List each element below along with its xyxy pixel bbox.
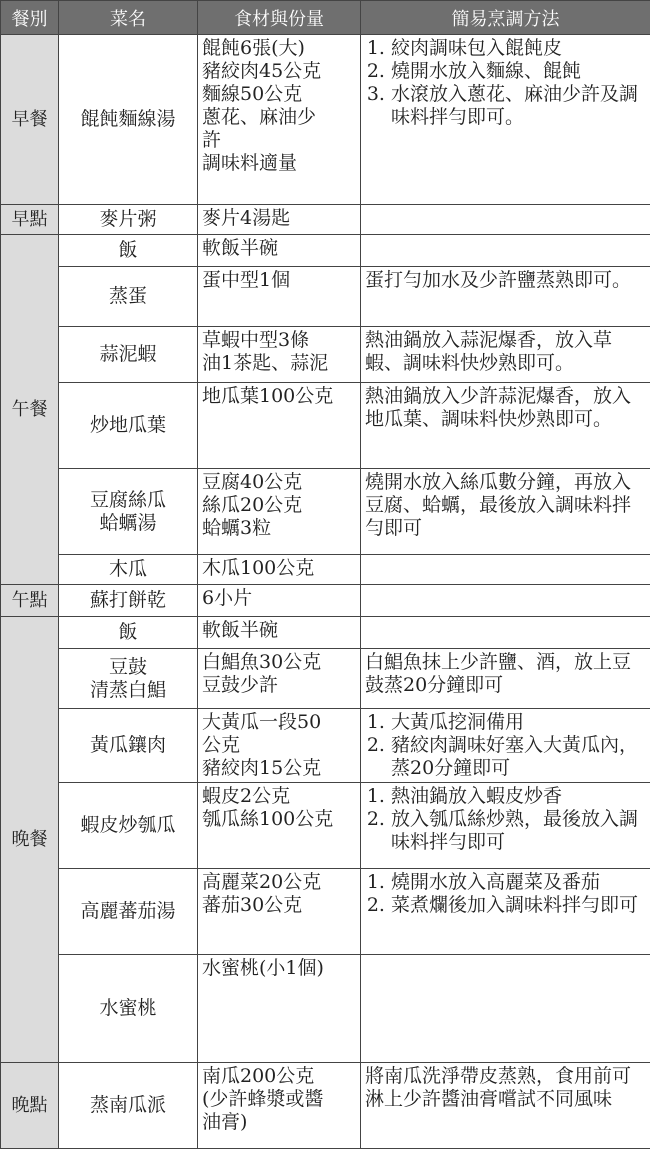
ingredients-cell: [198, 205, 361, 235]
method-steps: [365, 711, 646, 780]
ingredient-line: 公克: [202, 734, 241, 756]
ingredients-cell: [198, 1063, 361, 1149]
dish-name: [59, 383, 198, 469]
ingredient-line: 地瓜葉100公克: [202, 385, 334, 407]
ingredients-cell: [198, 869, 361, 955]
dish-name-line: 蛤蠣湯: [99, 511, 157, 534]
dish-name-line: 豆鼓: [108, 655, 147, 678]
dish-name-line: 高麗蕃茄湯: [80, 900, 176, 922]
method-cell: [361, 327, 650, 383]
dish-name-line: 蒸南瓜派: [89, 1094, 166, 1116]
menu-row: [1, 235, 650, 267]
menu-row: [1, 555, 650, 585]
dish-name: [59, 1063, 198, 1149]
menu-row: [1, 1063, 650, 1149]
ingredient-line: 絲瓜20公克: [202, 494, 303, 516]
ingredients-cell: [198, 585, 361, 617]
dish-name: [59, 617, 198, 649]
method-text: 將南瓜洗淨帶皮蒸熟，食用前可淋上少許醬油膏嚐試不同風味: [365, 1065, 632, 1110]
ingredient-line: 蛤蠣3粒: [202, 517, 272, 539]
dish-name-line: 炒地瓜葉: [89, 414, 166, 436]
dish-name: [59, 205, 198, 235]
dish-name-line: 水蜜桃: [99, 997, 157, 1019]
ingredient-line: 蔥花、麻油少: [202, 106, 317, 128]
menu-row: [1, 649, 650, 709]
menu-row: [1, 383, 650, 469]
method-text: 熱油鍋放入蒜泥爆香，放入草蝦、調味料快炒熟即可。: [365, 329, 613, 374]
method-cell: [361, 649, 650, 709]
dish-name: [59, 585, 198, 617]
dish-name-line: 清蒸白鯧: [89, 678, 166, 701]
dish-name: [59, 869, 198, 955]
method-cell: [361, 383, 650, 469]
ingredient-line: 麥片4湯匙: [202, 207, 291, 229]
meal-label: 晚餐: [1, 617, 59, 1063]
method-cell: [361, 1063, 650, 1149]
method-text: 白鯧魚抹上少許鹽、酒，放上豆鼓蒸20分鐘即可: [365, 651, 632, 696]
ingredient-line: 豆鼓少許: [202, 674, 279, 696]
ingredients-cell: [198, 955, 361, 1063]
dish-name: [59, 235, 198, 267]
ingredients-cell: [198, 327, 361, 383]
ingredient-line: 豬絞肉15公克: [202, 757, 322, 779]
method-steps: [365, 37, 646, 129]
ingredient-line: 白鯧魚30公克: [202, 651, 322, 673]
dish-name: [59, 709, 198, 783]
ingredients-cell: [198, 267, 361, 327]
header-row: [1, 1, 650, 35]
header-ingredients: 食材與份量: [198, 1, 361, 35]
method-step: 1. 燒開水放入高麗菜及番茄: [391, 871, 646, 894]
meal-label: 午餐: [1, 235, 59, 585]
menu-row: [1, 327, 650, 383]
method-cell: [361, 955, 650, 1063]
ingredient-line: 豬絞肉45公克: [202, 60, 322, 82]
ingredient-line: 調味料適量: [202, 152, 298, 174]
meal-label: 晚點: [1, 1063, 59, 1149]
menu-row: [1, 955, 650, 1063]
method-cell: [361, 555, 650, 585]
method-step: 3. 水滾放入蔥花、麻油少許及調味料拌勻即可。: [391, 83, 646, 129]
menu-row: [1, 205, 650, 235]
dish-name-line: 蒜泥蝦: [99, 343, 157, 365]
dish-name-line: 蘇打餅乾: [89, 589, 166, 611]
dish-name: [59, 955, 198, 1063]
header-meal: 餐別: [1, 1, 59, 35]
menu-row: [1, 617, 650, 649]
dish-name: [59, 469, 198, 555]
ingredients-cell: [198, 555, 361, 585]
ingredient-line: 軟飯半碗: [202, 619, 279, 641]
header-method: 簡易烹調方法: [361, 1, 650, 35]
ingredient-line: 軟飯半碗: [202, 237, 279, 259]
dish-name-line: 木瓜: [108, 558, 147, 580]
menu-row: [1, 35, 650, 205]
dish-name-line: 餛飩麵線湯: [80, 108, 176, 130]
ingredients-cell: [198, 469, 361, 555]
ingredient-line: 蝦皮2公克: [202, 785, 291, 807]
method-cell: [361, 235, 650, 267]
menu-row: [1, 709, 650, 783]
method-step: 2. 豬絞肉調味好塞入大黃瓜內，蒸20分鐘即可: [391, 734, 646, 780]
meal-label: 午點: [1, 585, 59, 617]
method-cell: [361, 267, 650, 327]
ingredient-line: 油膏): [202, 1111, 248, 1133]
meal-label: 早餐: [1, 35, 59, 205]
dish-name-line: 黃瓜鑲肉: [89, 734, 166, 756]
method-text: 蛋打勻加水及少許鹽蒸熟即可。: [365, 269, 632, 291]
method-step: 1. 熱油鍋放入蝦皮炒香: [391, 785, 646, 808]
menu-row: [1, 783, 650, 869]
ingredient-line: 6小片: [202, 587, 253, 609]
ingredient-line: 木瓜100公克: [202, 557, 315, 579]
ingredient-line: 瓠瓜絲100公克: [202, 808, 334, 830]
ingredient-line: 大黃瓜一段50: [202, 711, 322, 733]
dish-name: [59, 555, 198, 585]
ingredient-line: 草蝦中型3條: [202, 329, 310, 351]
ingredient-line: 南瓜200公克: [202, 1065, 315, 1087]
menu-row: [1, 585, 650, 617]
dish-name: [59, 783, 198, 869]
ingredient-line: 高麗菜20公克: [202, 871, 322, 893]
dish-name-line: 豆腐絲瓜: [89, 488, 166, 511]
method-cell: [361, 585, 650, 617]
dish-name: [59, 327, 198, 383]
ingredient-line: 餛飩6張(大): [202, 37, 305, 59]
menu-row: [1, 869, 650, 955]
dish-name-line: 飯: [118, 239, 138, 261]
ingredient-line: 油1茶匙、蒜泥: [202, 352, 329, 374]
ingredient-line: (少許蜂漿或醬: [202, 1088, 324, 1110]
method-steps: [365, 785, 646, 854]
method-step: 2. 菜煮爛後加入調味料拌勻即可: [391, 894, 646, 917]
menu-body: [1, 35, 650, 1149]
ingredients-cell: [198, 235, 361, 267]
method-step: 1. 絞肉調味包入餛飩皮: [391, 37, 646, 60]
method-text: 熱油鍋放入少許蒜泥爆香，放入地瓜葉、調味料快炒熟即可。: [365, 385, 632, 430]
menu-row: [1, 469, 650, 555]
method-text: 燒開水放入絲瓜數分鐘，再放入豆腐、蛤蠣，最後放入調味料拌勻即可: [365, 471, 632, 539]
ingredient-line: 許: [202, 129, 222, 151]
ingredient-line: 豆腐40公克: [202, 471, 303, 493]
method-cell: [361, 783, 650, 869]
ingredients-cell: [198, 383, 361, 469]
menu-row: [1, 267, 650, 327]
dish-name: [59, 35, 198, 205]
dish-name: [59, 649, 198, 709]
dish-name-line: 飯: [118, 621, 138, 643]
method-cell: [361, 35, 650, 205]
method-steps: [365, 871, 646, 917]
dish-name-line: 麥片粥: [99, 208, 157, 230]
method-cell: [361, 709, 650, 783]
method-cell: [361, 469, 650, 555]
ingredients-cell: [198, 35, 361, 205]
method-step: 2. 燒開水放入麵線、餛飩: [391, 60, 646, 83]
ingredients-cell: [198, 783, 361, 869]
method-cell: [361, 205, 650, 235]
ingredient-line: 蕃茄30公克: [202, 894, 303, 916]
method-cell: [361, 617, 650, 649]
method-step: 2. 放入瓠瓜絲炒熟，最後放入調味料拌勻即可: [391, 808, 646, 854]
dish-name-line: 蒸蛋: [108, 285, 147, 307]
ingredient-line: 蛋中型1個: [202, 269, 291, 291]
dish-name: [59, 267, 198, 327]
ingredient-line: 麵線50公克: [202, 83, 303, 105]
ingredients-cell: [198, 649, 361, 709]
dish-name-line: 蝦皮炒瓠瓜: [80, 814, 176, 836]
ingredients-cell: [198, 709, 361, 783]
ingredients-cell: [198, 617, 361, 649]
method-cell: [361, 869, 650, 955]
ingredient-line: 水蜜桃(小1個): [202, 957, 324, 979]
header-dish: 菜名: [59, 1, 198, 35]
meal-label: 早點: [1, 205, 59, 235]
method-step: 1. 大黃瓜挖洞備用: [391, 711, 646, 734]
